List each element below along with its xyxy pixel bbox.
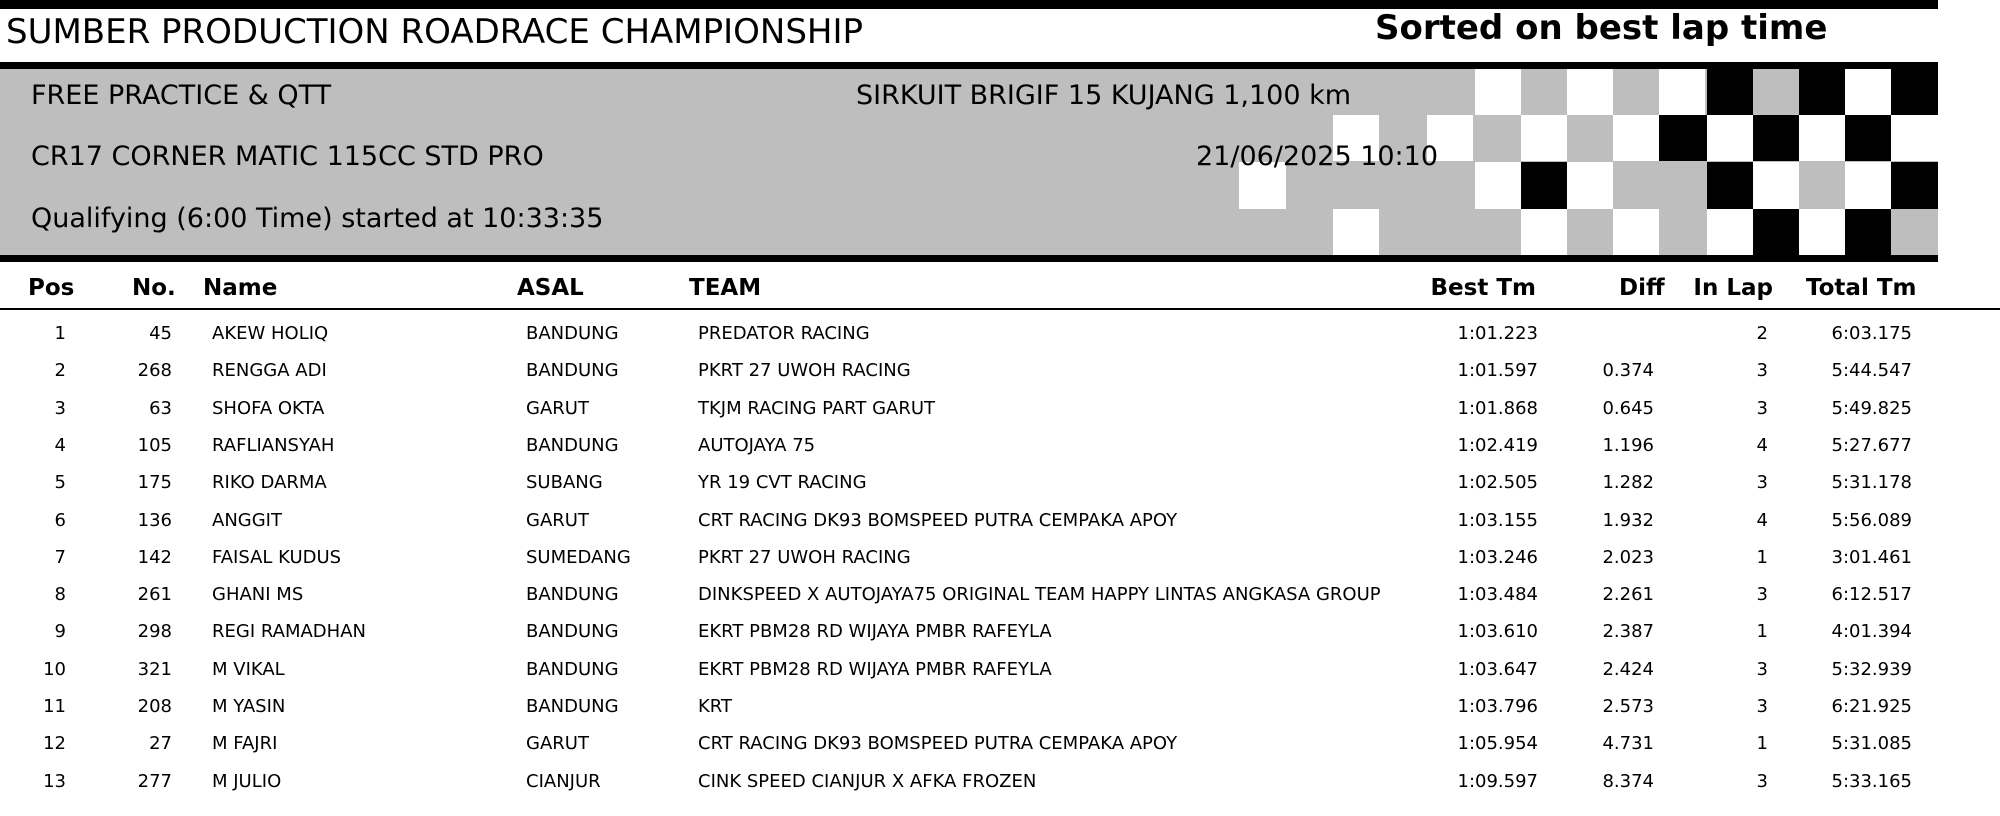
col-pos-header: Pos	[28, 275, 75, 301]
session-info-band	[0, 69, 1938, 255]
session-status: Qualifying (6:00 Time) started at 10:33:35	[31, 203, 604, 234]
pos-cell: 8	[54, 584, 66, 606]
best-time-cell: 1:03.796	[1457, 696, 1538, 717]
team-cell: EKRT PBM28 RD WIJAYA PMBR RAFEYLA	[698, 621, 1052, 643]
origin-cell: BANDUNG	[526, 621, 619, 643]
pos-cell: 13	[43, 770, 66, 792]
rider-name-cell: REGI RAMADHAN	[212, 621, 366, 643]
table-row	[0, 392, 2000, 429]
diff-cell: 0.374	[1602, 360, 1654, 382]
rider-name-cell: M YASIN	[212, 696, 286, 717]
in-lap-cell: 2	[1756, 323, 1768, 344]
team-cell: PREDATOR RACING	[698, 323, 870, 344]
table-row	[0, 727, 2000, 764]
best-time-cell: 1:01.223	[1457, 323, 1538, 344]
header-underline	[0, 308, 2000, 310]
pos-cell: 6	[54, 509, 66, 531]
origin-cell: BANDUNG	[526, 434, 619, 456]
in-lap-cell: 1	[1756, 621, 1768, 643]
pos-cell: 5	[54, 472, 66, 494]
diff-cell: 1.932	[1602, 509, 1654, 531]
table-row	[0, 615, 2000, 652]
total-time-cell: 5:33.165	[1831, 770, 1912, 792]
table-row	[0, 653, 2000, 690]
col-team-header: TEAM	[689, 275, 762, 301]
in-lap-cell: 3	[1756, 770, 1768, 792]
origin-cell: GARUT	[526, 733, 589, 755]
circuit-name: SIRKUIT BRIGIF 15 KUJANG 1,100 km	[856, 80, 1352, 111]
pos-cell: 11	[43, 696, 66, 717]
pos-cell: 3	[54, 397, 66, 419]
total-time-cell: 4:01.394	[1831, 621, 1912, 643]
col-inlap-header: In Lap	[1693, 275, 1773, 301]
col-diff-header: Diff	[1619, 275, 1665, 301]
diff-cell: 2.261	[1602, 584, 1654, 606]
total-time-cell: 5:49.825	[1831, 397, 1912, 419]
number-cell: 208	[137, 696, 172, 717]
origin-cell: BANDUNG	[526, 584, 619, 606]
origin-cell: BANDUNG	[526, 696, 619, 717]
number-cell: 142	[137, 546, 172, 568]
best-time-cell: 1:05.954	[1457, 733, 1538, 755]
best-time-cell: 1:01.597	[1457, 360, 1538, 382]
best-time-cell: 1:03.155	[1457, 509, 1538, 531]
team-cell: KRT	[698, 696, 732, 717]
team-cell: CRT RACING DK93 BOMSPEED PUTRA CEMPAKA APOY	[698, 509, 1178, 531]
in-lap-cell: 3	[1756, 658, 1768, 680]
diff-cell: 2.424	[1602, 658, 1654, 680]
col-best-clip	[1430, 270, 1536, 306]
origin-cell: SUMEDANG	[526, 546, 631, 568]
in-lap-cell: 3	[1756, 696, 1768, 717]
col-name-header: Name	[203, 275, 278, 301]
number-cell: 277	[137, 770, 172, 792]
in-lap-cell: 3	[1756, 584, 1768, 606]
total-time-cell: 5:56.089	[1831, 509, 1912, 531]
number-cell: 136	[137, 509, 172, 531]
origin-cell: BANDUNG	[526, 658, 619, 680]
in-lap-cell: 1	[1756, 546, 1768, 568]
rider-name-cell: FAISAL KUDUS	[212, 546, 342, 568]
total-time-cell: 6:03.175	[1831, 323, 1912, 344]
table-row	[0, 765, 2000, 802]
best-time-cell: 1:03.647	[1457, 658, 1538, 680]
in-lap-cell: 3	[1756, 472, 1768, 494]
in-lap-cell: 3	[1756, 360, 1768, 382]
origin-cell: GARUT	[526, 397, 589, 419]
origin-cell: GARUT	[526, 509, 589, 531]
in-lap-cell: 1	[1756, 733, 1768, 755]
col-inlap-clip	[1693, 270, 1773, 306]
best-time-cell: 1:03.610	[1457, 621, 1538, 643]
table-row	[0, 354, 2000, 391]
number-cell: 268	[137, 360, 172, 382]
sort-note: Sorted on best lap time	[1375, 8, 1828, 48]
col-no-header: No.	[132, 275, 176, 301]
number-cell: 63	[149, 397, 172, 419]
team-cell: DINKSPEED X AUTOJAYA75 ORIGINAL TEAM HAPPY LINTAS ANGKASA GROUP	[698, 584, 1381, 606]
table-row	[0, 429, 2000, 466]
best-time-cell: 1:01.868	[1457, 397, 1538, 419]
championship-title: SUMBER PRODUCTION ROADRACE CHAMPIONSHIP	[6, 12, 864, 52]
number-cell: 321	[137, 658, 172, 680]
rider-name-cell: RENGGA ADI	[212, 360, 327, 382]
rider-name-cell: SHOFA OKTA	[212, 397, 325, 419]
col-total-header: Total Tm	[1806, 275, 1917, 301]
diff-cell: 1.282	[1602, 472, 1654, 494]
best-time-cell: 1:02.419	[1457, 434, 1538, 456]
in-lap-cell: 4	[1756, 434, 1768, 456]
pos-cell: 9	[54, 621, 66, 643]
diff-cell: 2.573	[1602, 696, 1654, 717]
col-asal-header: ASAL	[517, 275, 584, 301]
rider-name-cell: RAFLIANSYAH	[212, 434, 335, 456]
team-cell: EKRT PBM28 RD WIJAYA PMBR RAFEYLA	[698, 658, 1052, 680]
pos-cell: 10	[43, 658, 66, 680]
total-time-cell: 3:01.461	[1831, 546, 1912, 568]
best-time-cell: 1:03.484	[1457, 584, 1538, 606]
origin-cell: CIANJUR	[526, 770, 601, 792]
best-time-cell: 1:02.505	[1457, 472, 1538, 494]
table-row	[0, 504, 2000, 541]
rider-name-cell: M VIKAL	[212, 658, 285, 680]
number-cell: 261	[137, 584, 172, 606]
col-best-header: Best Tm	[1430, 275, 1536, 301]
number-cell: 105	[137, 434, 172, 456]
diff-cell: 1.196	[1602, 434, 1654, 456]
number-cell: 298	[137, 621, 172, 643]
team-cell: AUTOJAYA 75	[698, 434, 816, 456]
total-time-cell: 5:32.939	[1831, 658, 1912, 680]
number-cell: 175	[137, 472, 172, 494]
table-row	[0, 578, 2000, 615]
table-row	[0, 466, 2000, 503]
rider-name-cell: M FAJRI	[212, 733, 278, 755]
rider-name-cell: AKEW HOLIQ	[212, 323, 329, 344]
origin-cell: SUBANG	[526, 472, 603, 494]
team-cell: TKJM RACING PART GARUT	[698, 397, 936, 419]
rider-name-cell: RIKO DARMA	[212, 472, 327, 494]
team-cell: CINK SPEED CIANJUR X AFKA FROZEN	[698, 770, 1037, 792]
team-cell: YR 19 CVT RACING	[698, 472, 867, 494]
table-row	[0, 541, 2000, 578]
diff-cell: 8.374	[1602, 770, 1654, 792]
origin-cell: BANDUNG	[526, 323, 619, 344]
rider-name-cell: GHANI MS	[212, 584, 304, 606]
pos-cell: 4	[54, 434, 66, 456]
rider-name-cell: ANGGIT	[212, 509, 282, 531]
number-cell: 45	[149, 323, 172, 344]
origin-cell: BANDUNG	[526, 360, 619, 382]
in-lap-cell: 4	[1756, 509, 1768, 531]
best-time-cell: 1:03.246	[1457, 546, 1538, 568]
diff-cell: 2.023	[1602, 546, 1654, 568]
total-time-cell: 5:31.085	[1831, 733, 1912, 755]
team-cell: PKRT 27 UWOH RACING	[698, 546, 911, 568]
diff-cell: 0.645	[1602, 397, 1654, 419]
team-cell: PKRT 27 UWOH RACING	[698, 360, 911, 382]
team-cell: CRT RACING DK93 BOMSPEED PUTRA CEMPAKA APOY	[698, 733, 1178, 755]
session-datetime: 21/06/2025 10:10	[1196, 141, 1439, 172]
total-time-cell: 6:12.517	[1831, 584, 1912, 606]
diff-cell: 2.387	[1602, 621, 1654, 643]
pos-cell: 1	[54, 323, 66, 344]
rider-name-cell: M JULIO	[212, 770, 282, 792]
total-time-cell: 5:27.677	[1831, 434, 1912, 456]
table-row	[0, 317, 2000, 354]
number-cell: 27	[149, 733, 172, 755]
total-time-cell: 6:21.925	[1831, 696, 1912, 717]
diff-cell: 4.731	[1602, 733, 1654, 755]
band-bottom-rule	[0, 255, 1938, 262]
in-lap-cell: 3	[1756, 397, 1768, 419]
session-name: FREE PRACTICE & QTT	[31, 80, 332, 111]
total-time-cell: 5:44.547	[1831, 360, 1912, 382]
header-rule	[0, 62, 1938, 69]
pos-cell: 7	[54, 546, 66, 568]
pos-cell: 2	[54, 360, 66, 382]
best-time-cell: 1:09.597	[1457, 770, 1538, 792]
class-name: CR17 CORNER MATIC 115CC STD PRO	[31, 141, 544, 172]
table-row	[0, 690, 2000, 727]
total-time-cell: 5:31.178	[1831, 472, 1912, 494]
pos-cell: 12	[43, 733, 66, 755]
